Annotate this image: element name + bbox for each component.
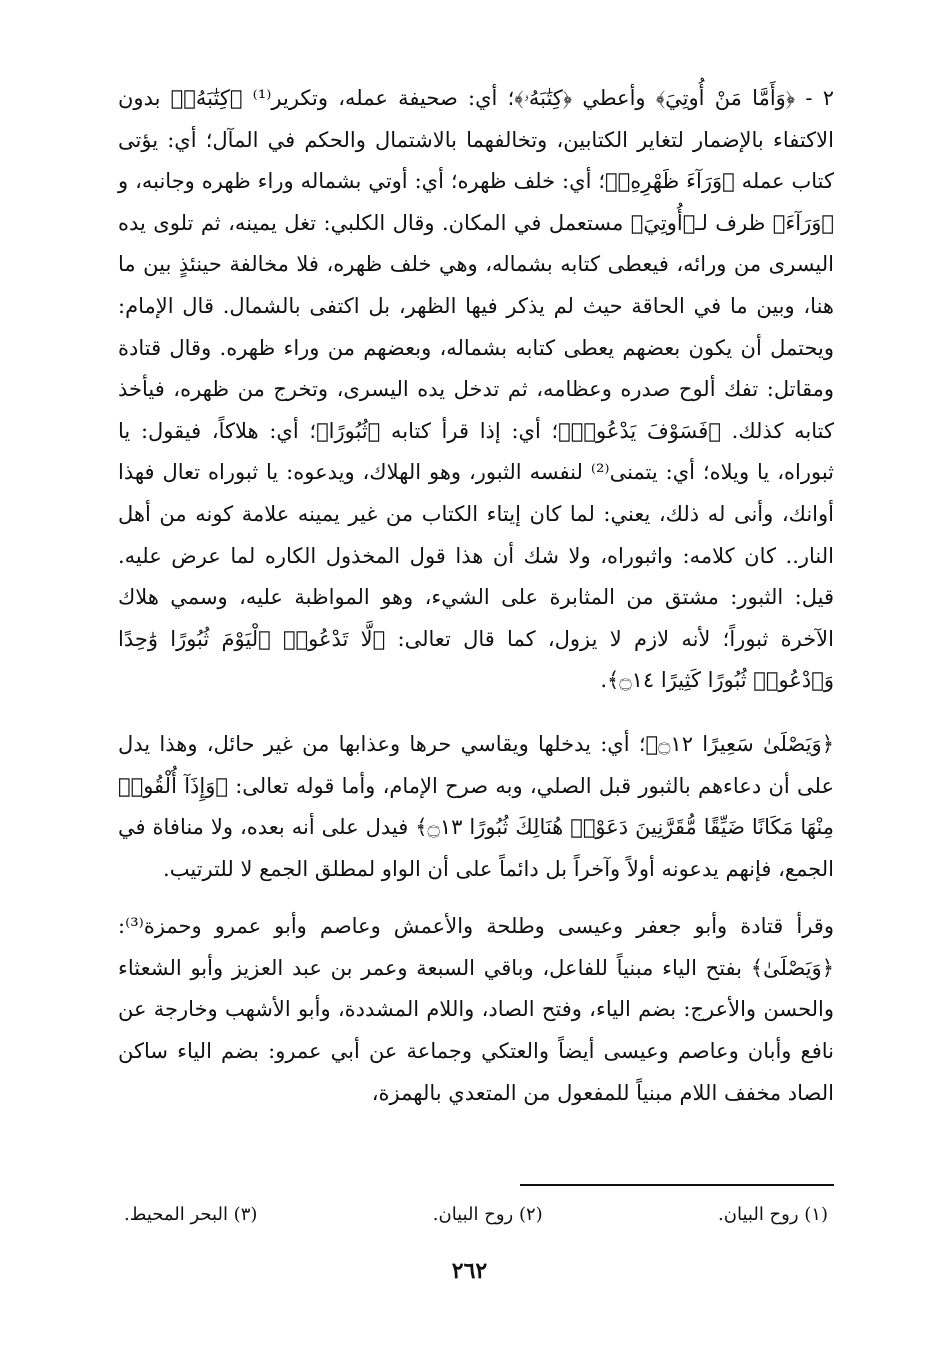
paragraph-spacer (118, 890, 834, 906)
footnotes (118, 1198, 834, 1232)
paragraph-spacer (118, 702, 834, 724)
page-number: ٢٦٢ (451, 1258, 488, 1284)
paragraph-1: ٢ - ﴿وَأَمَّا مَنْ أُوتِيَ﴾ وأعطي ﴿كِتَٰبَهُۥ﴾؛ أي: صحيفة عمله، وتكرير⁽¹⁾ ﴿كِتَٰبَهُۥ﴾ بدون الاكتفاء بالإضمار لتغاير الكتابين، وتخالفهما بالاشتمال والحكم في المآل؛ أي: يؤتى كتاب عمله ﴿وَرَآءَ ظَهْرِهِۦ﴾؛ أي: خلف ظهره؛ أي: أوتي بشماله وراء ظهره وجانبه، و ﴿وَرَآءَ﴾ ظرف لـ﴿أُوتِيَ﴾ مستعمل في المكان. وقال الكلبي: تغل يمينه، ثم تلوى يده اليسرى من ورائه، فيعطى كتابه بشماله، وهي خلف ظهره، فلا مخالفة حينئذٍ بين ما هنا، وبين ما في الحاقة حيث لم يذكر فيها الظهر، بل اكتفى بالشمال. قال الإمام: ويحتمل أن يكون بعضهم يعطى كتابه بشماله، وبعضهم من وراء ظهره. وقال قتادة ومقاتل: تفك ألوح صدره وعظامه، ثم تدخل يده اليسرى، وتخرج من ظهره، فيأخذ كتابه كذلك. ﴿فَسَوْفَ يَدْعُوا۟﴾؛ أي: إذا قرأ كتابه ﴿ثُبُورًا﴾؛ أي: هلاكاً، فيقول: يا ثبوراه، يا ويلاه؛ أي: يتمنى⁽²⁾ لنفسه الثبور، وهو الهلاك، ويدعوه: يا ثبوراه تعال فهذا أوانك، وأنى له ذلك، يعني: لما كان إيتاء الكتاب من غير يمينه علامة كونه من أهل النار.. كان كلامه: واثبوراه، ولا شك أن هذا قول المخذول الكاره لما عرض عليه. قيل: الثبور: مشتق من المثابرة على الشيء، وهو المواظبة عليه، وسمي هلاك الآخرة ثبوراً؛ لأنه لازم لا يزول، كما قال تعالى: ﴿لَّا تَدْعُوا۟ ٱلْيَوْمَ ثُبُورًا وَٰحِدًا وَٱدْعُوا۟ ثُبُورًا كَثِيرًا ۝١٤﴾. (118, 86, 834, 693)
paragraph-3: وقرأ قتادة وأبو جعفر وعيسى وطلحة والأعمش وعاصم وأبو عمرو وحمزة⁽³⁾: ﴿وَيَصْلَىٰ﴾ بفتح الياء مبنياً للفاعل، وباقي السبعة وعمر بن عبد العزيز وأبو الشعثاء والحسن والأعرج: بضم الياء، وفتح الصاد، واللام المشددة، وأبو الأشهب وخارجة عن نافع وأبان وعاصم وعيسى أيضاً والعتكي وجماعة عن أبي عمرو: بضم الياء ساكن الصاد مخفف اللام مبنياً للمفعول من المتعدي بالهمزة، (118, 914, 834, 1105)
footnote-3: (٣) البحر المحيط. (124, 1204, 258, 1225)
paragraph-2: ﴿وَيَصْلَىٰ سَعِيرًا ۝١٢﴾؛ أي: يدخلها ويقاسي حرها وعذابها من غير حائل، وهذا يدل على أن دعاءهم بالثبور قبل الصلي، وبه صرح الإمام، وأما قوله تعالى: ﴿وَإِذَآ أُلْقُوا۟ مِنْهَا مَكَانًا ضَيِّقًا مُّقَرَّنِينَ دَعَوْا۟ هُنَالِكَ ثُبُورًا ۝١٣﴾ فيدل على أنه بعده، ولا منافاة في الجمع، فإنهم يدعونه أولاً وآخراً بل دائماً على أن الواو لمطلق الجمع لا للترتيب. (118, 731, 834, 881)
footnote-2: (٢) روح البيان. (432, 1204, 543, 1225)
footnote-separator (520, 1184, 834, 1186)
footnote-1: (١) روح البيان. (718, 1204, 828, 1225)
page-body (118, 78, 834, 1114)
